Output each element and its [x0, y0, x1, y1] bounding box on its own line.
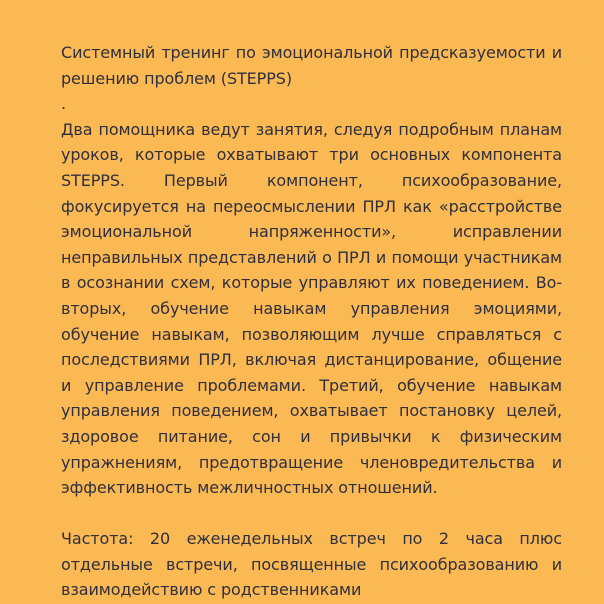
paragraph-gap — [61, 501, 562, 527]
separator-dot: . — [61, 94, 66, 114]
document-body — [61, 40, 562, 603]
frequency-paragraph: Частота: 20 еженедельных встреч по 2 часа плюс отдельные встречи, посвященные психообразованию и взаимодействию с родственниками — [61, 529, 562, 600]
description-paragraph: Два помощника ведут занятия, следуя подробным планам уроков, которые охватывают три основных компонента STEPPS. Первый компонент, психообразование, фокусируется на переосмыслении ПРЛ как «расстройстве эмоциональной напряженности», исправлении неправильных представлений о ПРЛ и помощи участникам в осознании схем, которые управляют их поведением. Во-вторых, обучение навыкам управления эмоциями, обучение навыкам, позволяющим лучше справляться с последствиями ПРЛ, включая дистанцирование, общение и управление проблемами. Третий, обучение навыкам управления поведением, охватывает постановку целей, здоровое питание, сон и привычки к физическим упражнениям, предотвращение членовредительства и эффективность межличностных отношений. — [61, 119, 562, 498]
document-title: Системный тренинг по эмоциональной предсказуемости и решению проблем (STEPPS) — [61, 43, 562, 88]
